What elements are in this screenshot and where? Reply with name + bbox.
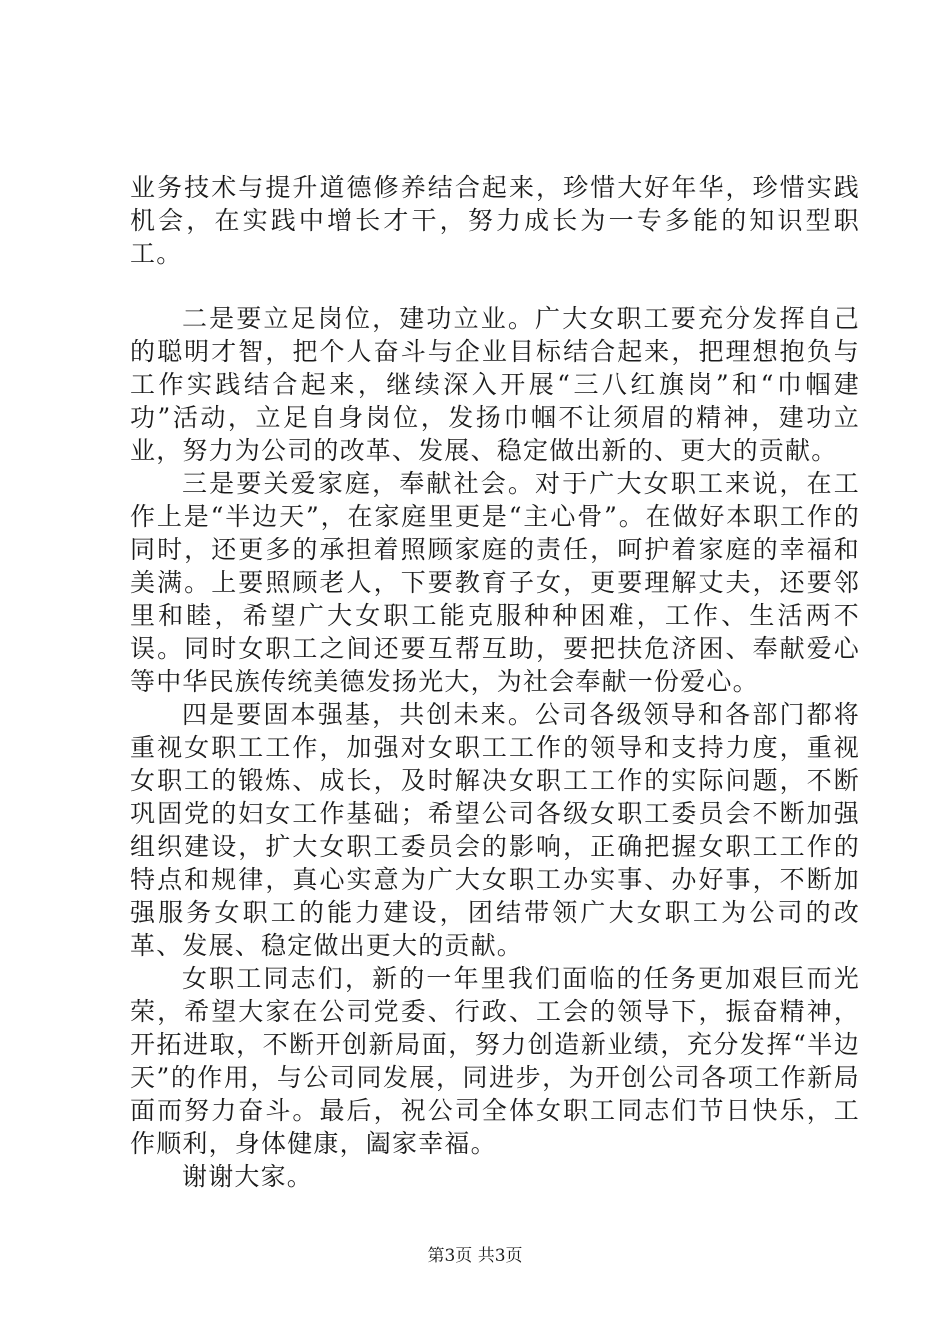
paragraph-continuation: 业务技术与提升道德修养结合起来，珍惜大好年华，珍惜实践机会，在实践中增长才干，努力成长为一专多能的知识型职工。	[130, 173, 860, 268]
paragraph-point-four: 四是要固本强基，共创未来。公司各级领导和各部门都将重视女职工工作，加强对女职工工作的领导和支持力度，重视女职工的锻炼、成长，及时解决女职工工作的实际问题，不断巩固党的妇女工作基础；希望公司各级女职工委员会不断加强组织建设，扩大女职工委员会的影响，正确把握女职工工作的特点和规律，真心实意为广大女职工办实事、办好事，不断加强服务女职工的能力建设，团结带领广大女职工为公司的改革、发展、稳定做出更大的贡献。	[130, 700, 860, 960]
paragraph-gap	[130, 270, 860, 302]
paragraph-point-three: 三是要关爱家庭，奉献社会。对于广大女职工来说，在工作上是“半边天”，在家庭里更是“主心骨”。在做好本职工作的同时，还更多的承担着照顾家庭的责任，呵护着家庭的幸福和美满。上要照顾老人，下要教育子女，更要理解丈夫，还要邻里和睦，希望广大女职工能克服种种困难，工作、生活两不误。同时女职工之间还要互帮互助，要把扶危济困、奉献爱心等中华民族传统美德发扬光大，为社会奉献一份爱心。	[130, 469, 860, 696]
paragraph-point-two: 二是要立足岗位，建功立业。广大女职工要充分发挥自己的聪明才智，把个人奋斗与企业目标结合起来，把理想抱负与工作实践结合起来，继续深入开展“三八红旗岗”和“巾帼建功”活动，立足自身岗位，发扬巾帼不让须眉的精神，建功立业，努力为公司的改革、发展、稳定做出新的、更大的贡献。	[130, 304, 860, 465]
document-body	[130, 171, 860, 1193]
paragraph-closing: 女职工同志们，新的一年里我们面临的任务更加艰巨而光荣，希望大家在公司党委、行政、工会的领导下，振奋精神，开拓进取，不断开创新局面，努力创造新业绩，充分发挥“半边天”的作用，与公司同发展，同进步，为开创公司各项工作新局面而努力奋斗。最后，祝公司全体女职工同志们节日快乐，工作顺利，身体健康，阖家幸福。	[130, 964, 860, 1158]
page-number-footer: 第3页 共3页	[427, 1246, 523, 1266]
paragraph-thanks: 谢谢大家。	[182, 1162, 314, 1191]
